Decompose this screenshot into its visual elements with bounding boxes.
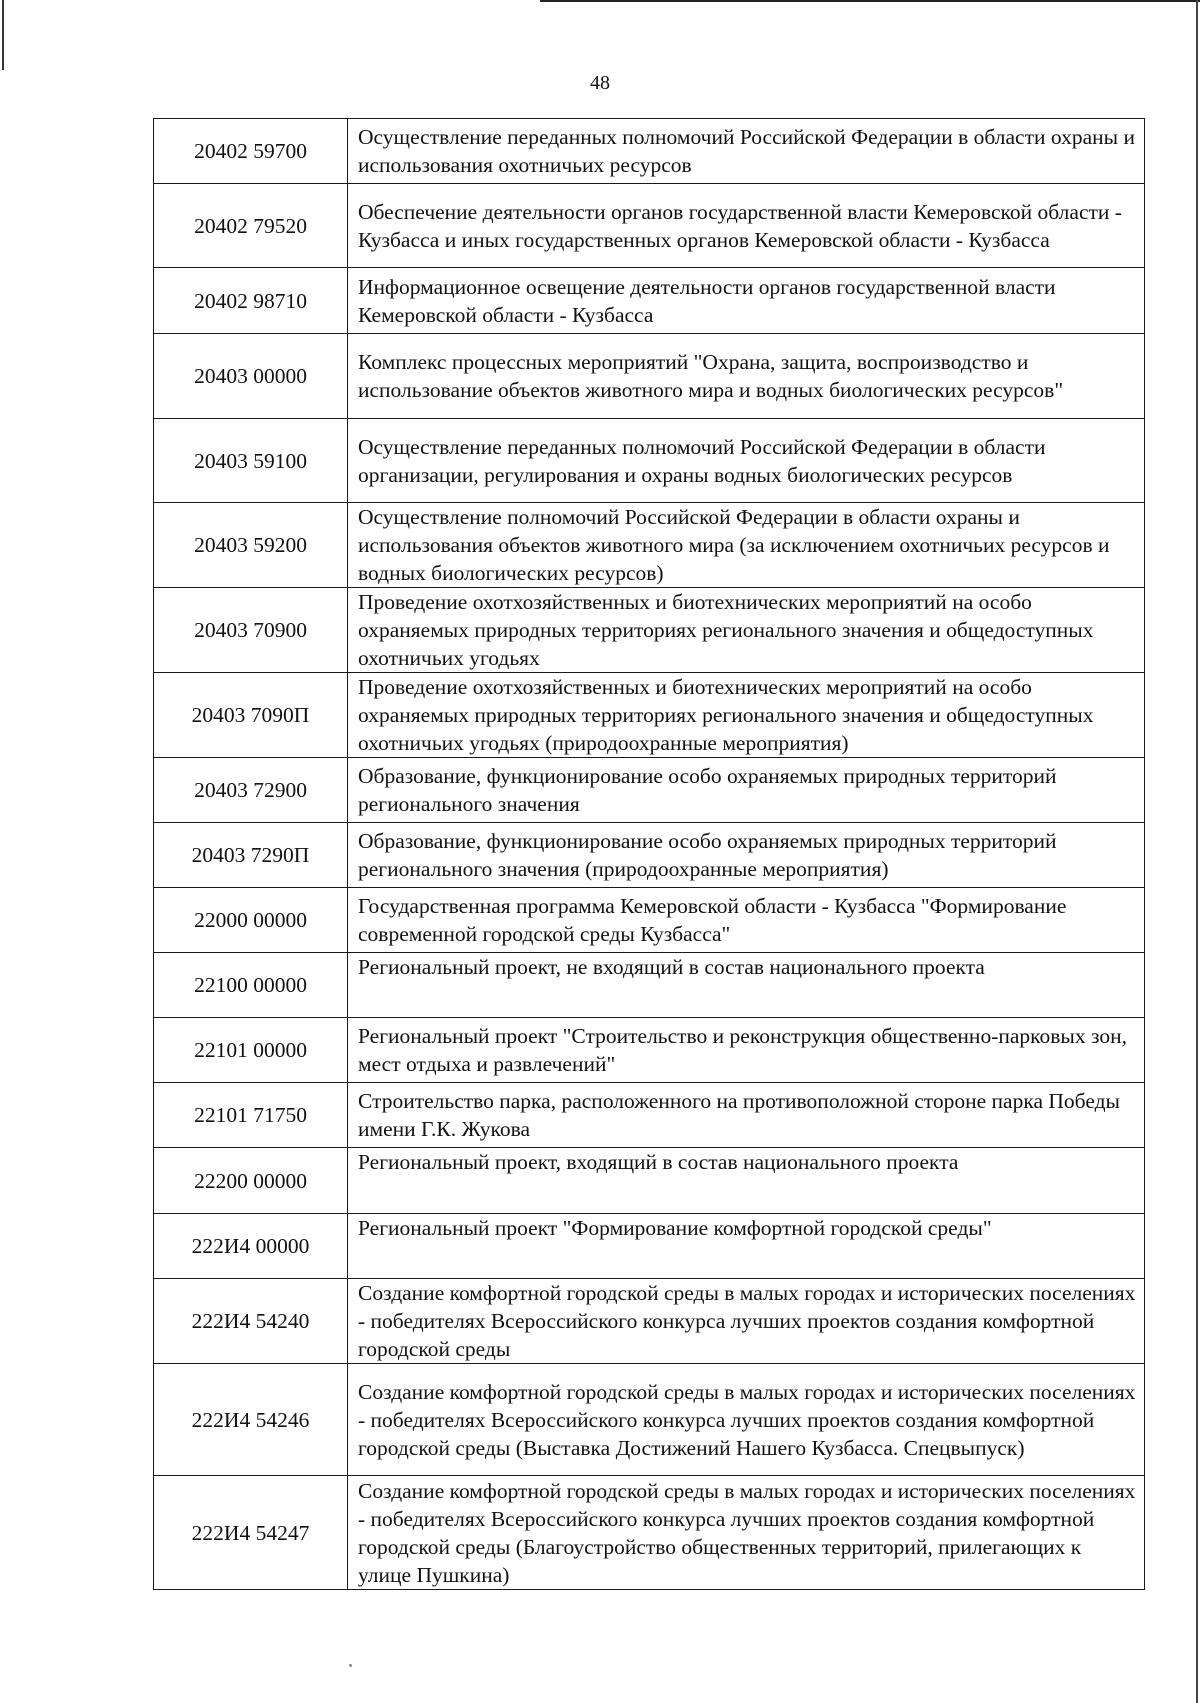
scan-edge-left	[2, 0, 4, 70]
row-code: 20403 59100	[154, 419, 348, 503]
scan-speck	[349, 1664, 352, 1667]
row-description: Создание комфортной городской среды в малых городах и исторических поселениях - победителях Всероссийского конкурса лучших проектов создания комфортной городской среды (Благоустройство общественных территорий, прилегающих к улице Пушкина)	[348, 1476, 1145, 1590]
row-code: 22200 00000	[154, 1148, 348, 1214]
row-code: 20402 98710	[154, 268, 348, 334]
row-description: Региональный проект "Формирование комфортной городской среды"	[348, 1214, 1145, 1279]
budget-codes-table	[153, 118, 1145, 1590]
row-description: Информационное освещение деятельности органов государственной власти Кемеровской области - Кузбасса	[348, 268, 1145, 334]
table-row	[154, 588, 1145, 673]
table-row	[154, 419, 1145, 503]
table-row	[154, 1476, 1145, 1590]
row-description: Обеспечение деятельности органов государственной власти Кемеровской области - Кузбасса и иных государственных органов Кемеровской области - Кузбасса	[348, 184, 1145, 268]
table-row	[154, 334, 1145, 419]
row-description: Создание комфортной городской среды в малых городах и исторических поселениях - победителях Всероссийского конкурса лучших проектов создания комфортной городской среды	[348, 1279, 1145, 1364]
row-code: 20403 7290П	[154, 823, 348, 888]
table-body	[154, 119, 1145, 1590]
row-description: Региональный проект "Строительство и реконструкция общественно-парковых зон, мест отдыха и развлечений"	[348, 1018, 1145, 1083]
page-number: 48	[590, 72, 610, 94]
table-row	[154, 503, 1145, 588]
row-description: Проведение охотхозяйственных и биотехнических мероприятий на особо охраняемых природных территориях регионального значения и общедоступных охотничьих угодьях	[348, 588, 1145, 673]
row-code: 222И4 54240	[154, 1279, 348, 1364]
row-description: Осуществление переданных полномочий Российской Федерации в области охраны и использования охотничьих ресурсов	[348, 119, 1145, 184]
row-code: 20403 59200	[154, 503, 348, 588]
row-description: Государственная программа Кемеровской области - Кузбасса "Формирование современной городской среды Кузбасса"	[348, 888, 1145, 953]
row-description: Образование, функционирование особо охраняемых природных территорий регионального значения (природоохранные мероприятия)	[348, 823, 1145, 888]
row-description: Строительство парка, расположенного на противоположной стороне парка Победы имени Г.К. Жукова	[348, 1083, 1145, 1148]
row-description: Осуществление полномочий Российской Федерации в области охраны и использования объектов животного мира (за исключением охотничьих ресурсов и водных биологических ресурсов)	[348, 503, 1145, 588]
row-description: Образование, функционирование особо охраняемых природных территорий регионального значения	[348, 758, 1145, 823]
row-description: Осуществление переданных полномочий Российской Федерации в области организации, регулирования и охраны водных биологических ресурсов	[348, 419, 1145, 503]
table-row	[154, 823, 1145, 888]
table-row	[154, 1279, 1145, 1364]
scan-edge-top	[540, 0, 1200, 2]
table-row	[154, 268, 1145, 334]
row-description: Региональный проект, не входящий в состав национального проекта	[348, 953, 1145, 1018]
row-code: 20403 70900	[154, 588, 348, 673]
row-code: 20403 72900	[154, 758, 348, 823]
table-row	[154, 1214, 1145, 1279]
table-row	[154, 184, 1145, 268]
row-description: Создание комфортной городской среды в малых городах и исторических поселениях - победителях Всероссийского конкурса лучших проектов создания комфортной городской среды (Выставка Достижений Нашего Кузбасса. Спецвыпуск)	[348, 1364, 1145, 1476]
row-code: 222И4 00000	[154, 1214, 348, 1279]
table-row	[154, 119, 1145, 184]
table-row	[154, 953, 1145, 1018]
row-code: 22100 00000	[154, 953, 348, 1018]
scan-edge-right	[1196, 0, 1198, 1703]
row-code: 222И4 54246	[154, 1364, 348, 1476]
row-description: Региональный проект, входящий в состав национального проекта	[348, 1148, 1145, 1214]
row-code: 22000 00000	[154, 888, 348, 953]
row-code: 20402 59700	[154, 119, 348, 184]
row-code: 20403 7090П	[154, 673, 348, 758]
row-code: 222И4 54247	[154, 1476, 348, 1590]
table-row	[154, 1018, 1145, 1083]
table-row	[154, 1364, 1145, 1476]
row-code: 20403 00000	[154, 334, 348, 419]
table-row	[154, 1148, 1145, 1214]
row-code: 20402 79520	[154, 184, 348, 268]
table-row	[154, 1083, 1145, 1148]
table-row	[154, 758, 1145, 823]
row-code: 22101 00000	[154, 1018, 348, 1083]
table-row	[154, 673, 1145, 758]
row-description: Проведение охотхозяйственных и биотехнических мероприятий на особо охраняемых природных территориях регионального значения и общедоступных охотничьих угодьях (природоохранные мероприятия)	[348, 673, 1145, 758]
row-code: 22101 71750	[154, 1083, 348, 1148]
row-description: Комплекс процессных мероприятий "Охрана, защита, воспроизводство и использование объектов животного мира и водных биологических ресурсов"	[348, 334, 1145, 419]
table-row	[154, 888, 1145, 953]
